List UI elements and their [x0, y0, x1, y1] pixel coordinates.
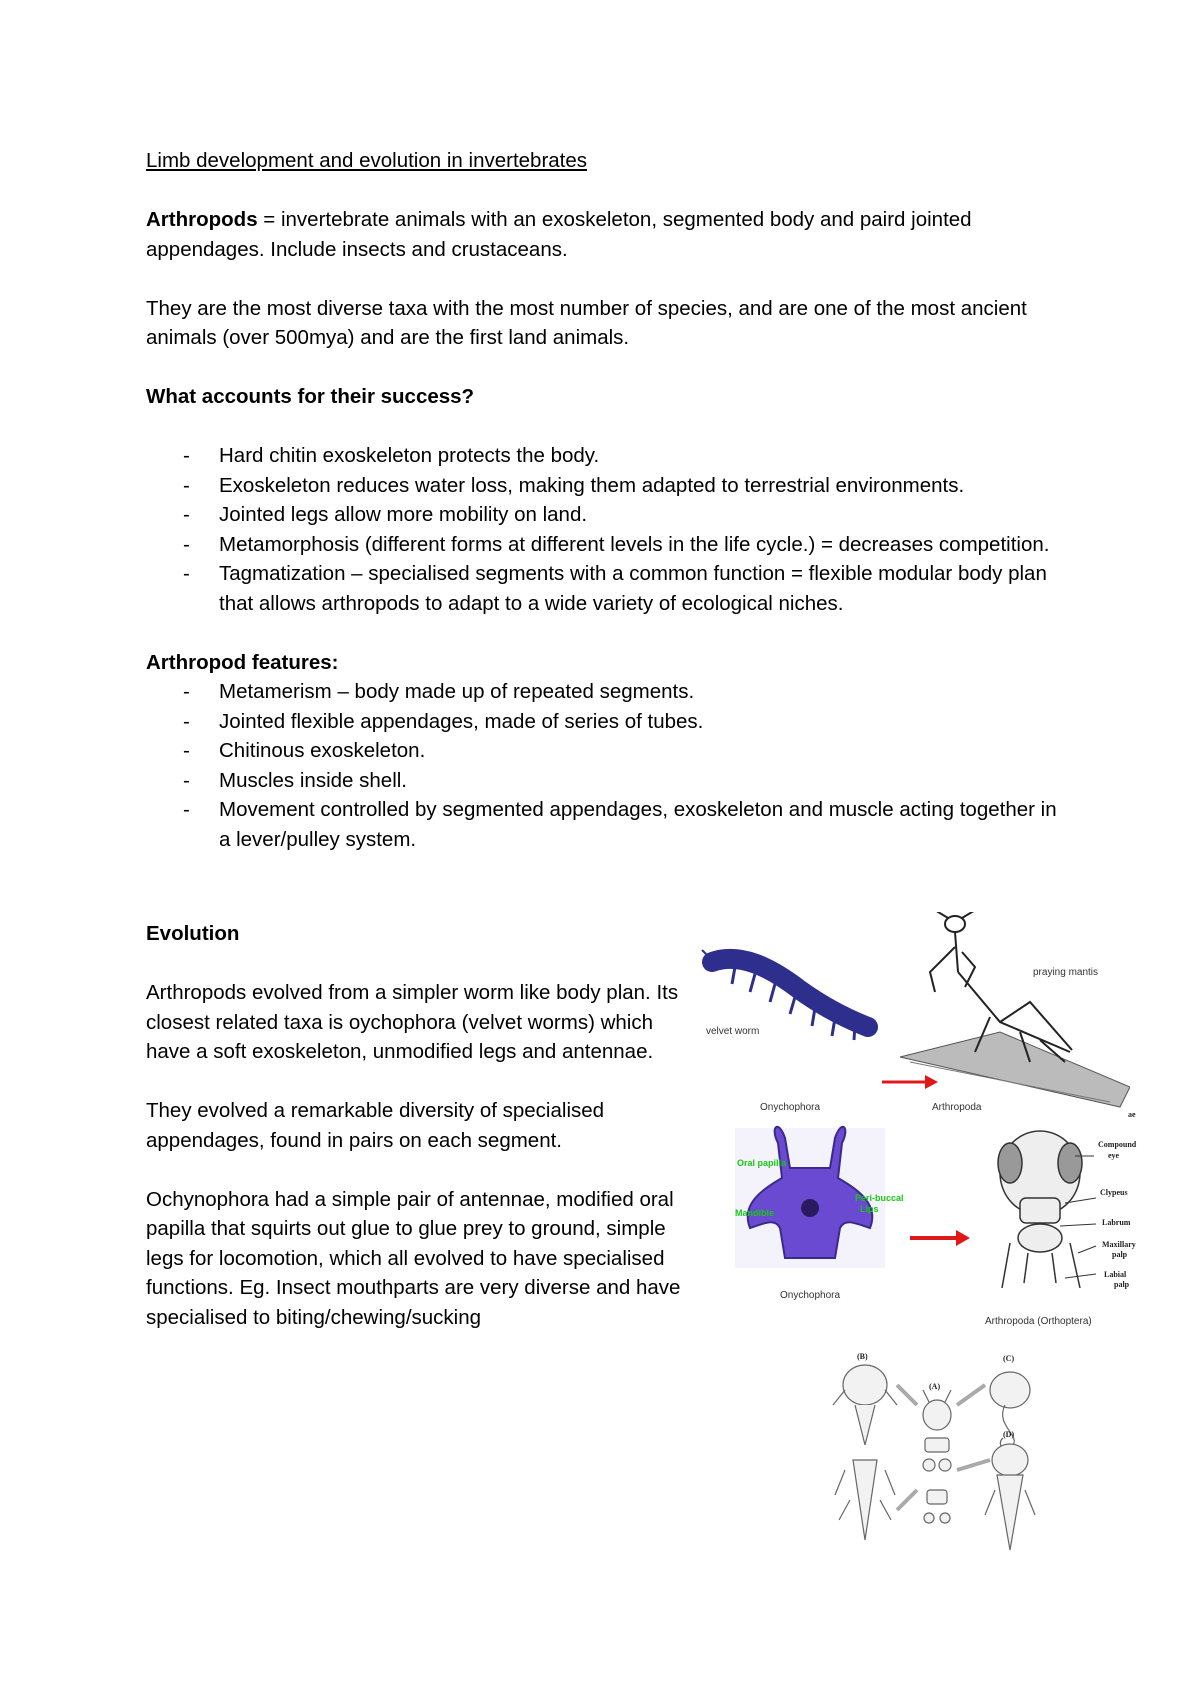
diversity-paragraph: They are the most diverse taxa with the most number of species, and are one of the most ancient animals (over 500mya) and are the first land animals. — [146, 296, 1027, 349]
onychophora-caption-2: Onychophora — [780, 1290, 841, 1301]
peri-buccal-label: Peri-buccal — [855, 1193, 904, 1203]
list-item: - Chitinous exoskeleton. — [146, 736, 1066, 766]
list-item: - Exoskeleton reduces water loss, making them adapted to terrestrial environments. — [146, 471, 1066, 501]
panel-c-label: (C) — [1003, 1354, 1015, 1363]
figure-mouthparts — [720, 1110, 1150, 1333]
evolution-paragraph: Arthropods evolved from a simpler worm like body plan. Its closest related taxa is oychophora (velvet worms) which have a soft exoskeleton, unmodified legs and antennae. — [146, 981, 679, 1063]
figure-label: palp — [1114, 1280, 1130, 1289]
success-heading: What accounts for their success? — [146, 385, 475, 408]
list-item: - Tagmatization – specialised segments with a common function = flexible modular body plan that allows arthropods to adapt to a wide variety of ecological niches. — [146, 559, 1066, 618]
list-item: - Metamorphosis (different forms at different levels in the life cycle.) = decreases competition. — [146, 530, 1066, 560]
orthoptera-caption: Arthropoda (Orthoptera) — [985, 1316, 1092, 1327]
evolution-paragraph: Ochynophora had a simple pair of antennae, modified oral papilla that squirts out glue to glue prey to ground, simple legs for locomotion, which all evolved to have specialised functions. Eg. Insect mouthparts are very diverse and have specialised to biting/chewing/sucking — [146, 1187, 681, 1329]
panel-a-label: (A) — [929, 1382, 941, 1391]
mouthpart-diversity-illustration — [825, 1350, 1065, 1560]
figure-label: Maxillary — [1102, 1240, 1136, 1249]
figure-label: Labrum — [1102, 1218, 1131, 1227]
evolution-heading: Evolution — [146, 922, 240, 945]
evolution-section — [146, 919, 691, 1332]
list-item: - Muscles inside shell. — [146, 766, 1066, 796]
figure-label: ae — [1128, 1110, 1136, 1119]
praying-mantis-label: praying mantis — [1033, 967, 1099, 978]
figure-onychophora-arthropoda — [700, 912, 1130, 1112]
list-item: - Metamerism – body made up of repeated segments. — [146, 677, 1066, 707]
mandible-label: Mandible — [735, 1208, 775, 1218]
list-item: - Movement controlled by segmented appendages, exoskeleton and muscle acting together in a lever/pulley system. — [146, 795, 1066, 854]
page-title: Limb development and evolution in invertebrates — [146, 149, 588, 172]
features-list — [146, 677, 1066, 854]
list-item: - Hard chitin exoskeleton protects the body. — [146, 441, 1066, 471]
onychophora-caption: Onychophora — [760, 1102, 821, 1113]
panel-b-label: (B) — [857, 1352, 868, 1361]
success-list — [146, 441, 1066, 618]
arthropoda-caption: Arthropoda — [932, 1102, 982, 1113]
evolution-paragraph: They evolved a remarkable diversity of specialised appendages, found in pairs on each segment. — [146, 1099, 605, 1152]
figure-mouthpart-diversity — [825, 1350, 1065, 1560]
arthropods-definition-text: = invertebrate animals with an exoskeleton, segmented body and paird jointed appendages. Include insects and crustaceans. — [146, 208, 972, 261]
main-text — [146, 146, 1066, 854]
velvet-worm-mantis-illustration — [700, 912, 1130, 1112]
figure-label: Compound — [1098, 1140, 1137, 1149]
velvet-worm-label: velvet worm — [706, 1026, 760, 1037]
oral-papilla-label: Oral papilla — [737, 1158, 787, 1168]
figure-label: eye — [1108, 1151, 1120, 1160]
arthropods-definition — [146, 205, 1066, 264]
figure-label: Clypeus — [1100, 1188, 1128, 1197]
figure-label: Labial — [1104, 1270, 1127, 1279]
arthropods-term: Arthropods — [146, 208, 258, 231]
lips-label: Lips — [860, 1204, 879, 1214]
list-item: - Jointed flexible appendages, made of series of tubes. — [146, 707, 1066, 737]
panel-d-label: (D) — [1003, 1430, 1015, 1439]
features-heading: Arthropod features: — [146, 650, 339, 674]
list-item: - Jointed legs allow more mobility on land. — [146, 500, 1066, 530]
figure-label: palp — [1112, 1250, 1128, 1259]
